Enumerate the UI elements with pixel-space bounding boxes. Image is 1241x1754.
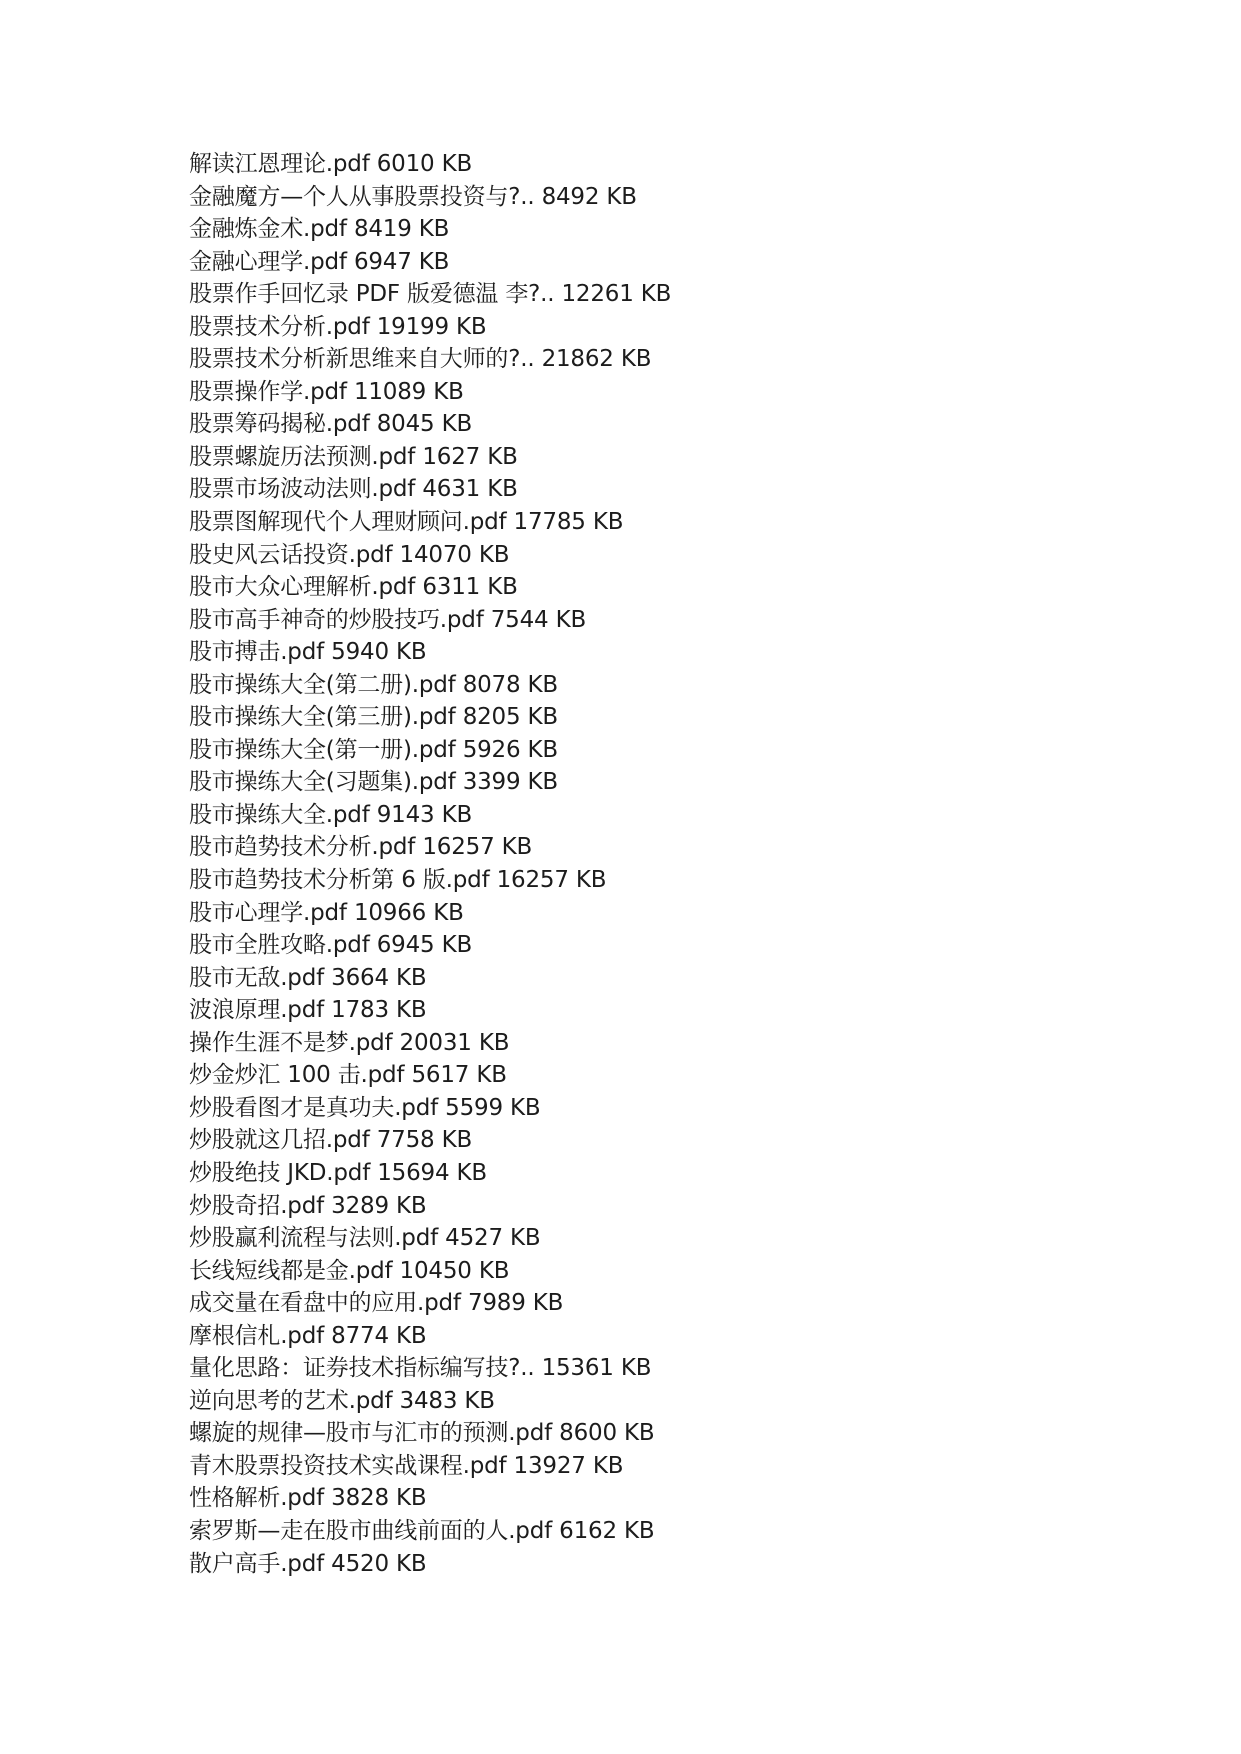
file-list-item xyxy=(189,343,671,376)
file-name: 波浪原理.pdf xyxy=(189,997,325,1024)
file-size: 7758 KB xyxy=(376,1127,473,1154)
file-list-item xyxy=(189,181,671,214)
file-size: 16257 KB xyxy=(422,834,533,861)
file-size: 8419 KB xyxy=(353,216,450,243)
file-name: 股市趋势技术分析.pdf xyxy=(189,834,416,861)
file-size: 1627 KB xyxy=(422,443,518,470)
file-list-item xyxy=(189,831,671,864)
file-size: 10966 KB xyxy=(353,899,464,926)
file-list-item xyxy=(189,148,671,181)
file-name: 股市高手神奇的炒股技巧.pdf xyxy=(189,606,484,633)
file-size: 5599 KB xyxy=(445,1094,541,1121)
file-size: 3289 KB xyxy=(331,1192,427,1219)
file-name: 股市搏击.pdf xyxy=(189,639,325,666)
file-list-item xyxy=(189,1255,671,1288)
file-list-item xyxy=(189,1482,671,1515)
file-name: 股市无敌.pdf xyxy=(189,964,325,991)
file-size: 20031 KB xyxy=(399,1029,510,1056)
file-list-item xyxy=(189,669,671,702)
file-size: 8045 KB xyxy=(376,411,473,438)
file-size: 5617 KB xyxy=(411,1062,507,1089)
file-name: 股市操练大全(习题集).pdf xyxy=(189,769,456,796)
file-name: 性格解析.pdf xyxy=(189,1485,325,1512)
file-size: 21862 KB xyxy=(541,346,652,373)
file-list-item xyxy=(189,1092,671,1125)
file-size: 1783 KB xyxy=(331,997,427,1024)
file-list-item xyxy=(189,864,671,897)
file-list-item xyxy=(189,994,671,1027)
file-list-item xyxy=(189,701,671,734)
file-size: 8078 KB xyxy=(462,671,558,698)
file-size: 5940 KB xyxy=(331,639,427,666)
file-list-item xyxy=(189,1515,671,1548)
file-size: 3664 KB xyxy=(331,964,427,991)
file-name: 量化思路：证券技术指标编写技?.. xyxy=(189,1355,535,1382)
file-name: 股票图解现代个人理财顾问.pdf xyxy=(189,509,507,536)
file-name: 股市操练大全.pdf xyxy=(189,801,370,828)
file-name: 螺旋的规律—股市与汇市的预测.pdf xyxy=(189,1420,553,1447)
file-list-item xyxy=(189,636,671,669)
file-size: 17785 KB xyxy=(513,509,624,536)
file-name: 炒股看图才是真功夫.pdf xyxy=(189,1094,439,1121)
file-list-item xyxy=(189,278,671,311)
file-list-item xyxy=(189,311,671,344)
file-list-item xyxy=(189,1157,671,1190)
file-name: 股市心理学.pdf xyxy=(189,899,347,926)
file-list-item xyxy=(189,1222,671,1255)
file-size: 4631 KB xyxy=(422,476,518,503)
file-list-item xyxy=(189,539,671,572)
file-name: 炒股绝技 JKD.pdf xyxy=(189,1159,371,1186)
file-size: 14070 KB xyxy=(399,541,510,568)
file-name: 逆向思考的艺术.pdf xyxy=(189,1387,393,1414)
file-name: 解读江恩理论.pdf xyxy=(189,151,370,177)
file-size: 15361 KB xyxy=(541,1355,652,1382)
file-list-item xyxy=(189,1320,671,1353)
file-size: 15694 KB xyxy=(377,1159,487,1186)
file-name: 股市大众心理解析.pdf xyxy=(189,574,416,601)
file-name: 金融心理学.pdf xyxy=(189,248,347,275)
file-name: 炒金炒汇 100 击.pdf xyxy=(189,1062,405,1089)
file-list-item xyxy=(189,213,671,246)
file-list-item xyxy=(189,1027,671,1060)
file-name: 成交量在看盘中的应用.pdf xyxy=(189,1290,461,1317)
file-list-item xyxy=(189,766,671,799)
file-list-item xyxy=(189,506,671,539)
file-name: 金融炼金术.pdf xyxy=(189,216,347,243)
file-name: 股市操练大全(第二册).pdf xyxy=(189,671,456,698)
file-size: 5926 KB xyxy=(462,736,558,763)
file-list-item xyxy=(189,441,671,474)
file-name: 股史风云话投资.pdf xyxy=(189,541,393,568)
file-list-item xyxy=(189,1548,671,1581)
file-list-item xyxy=(189,1287,671,1320)
file-size: 8492 KB xyxy=(541,183,637,210)
file-name: 股票螺旋历法预测.pdf xyxy=(189,443,416,470)
file-size: 6945 KB xyxy=(376,932,473,959)
file-name: 股市趋势技术分析第 6 版.pdf xyxy=(189,867,490,894)
file-list-item xyxy=(189,376,671,409)
file-size: 3483 KB xyxy=(399,1387,495,1414)
file-list-item xyxy=(189,962,671,995)
file-name: 摩根信札.pdf xyxy=(189,1322,325,1349)
file-size: 8600 KB xyxy=(559,1420,655,1447)
file-name: 股票操作学.pdf xyxy=(189,378,347,405)
file-size: 7544 KB xyxy=(490,606,587,633)
file-size: 10450 KB xyxy=(399,1257,510,1284)
file-name: 散户高手.pdf xyxy=(189,1550,325,1577)
file-size: 16257 KB xyxy=(496,867,607,894)
file-name: 股票技术分析新思维来自大师的?.. xyxy=(189,346,535,373)
file-name: 索罗斯—走在股市曲线前面的人.pdf xyxy=(189,1517,553,1544)
file-size: 6947 KB xyxy=(353,248,450,275)
file-list-item xyxy=(189,604,671,637)
file-name: 炒股就这几招.pdf xyxy=(189,1127,370,1154)
file-size: 7989 KB xyxy=(467,1290,564,1317)
file-name: 炒股赢利流程与法则.pdf xyxy=(189,1225,439,1252)
file-list-item xyxy=(189,734,671,767)
file-list-item xyxy=(189,799,671,832)
file-name: 股市操练大全(第一册).pdf xyxy=(189,736,456,763)
file-name: 股票市场波动法则.pdf xyxy=(189,476,416,503)
file-name: 股市全胜攻略.pdf xyxy=(189,932,370,959)
file-size: 3399 KB xyxy=(462,769,558,796)
file-name: 炒股奇招.pdf xyxy=(189,1192,325,1219)
file-list-item xyxy=(189,408,671,441)
file-size: 3828 KB xyxy=(331,1485,427,1512)
file-size: 4527 KB xyxy=(445,1225,541,1252)
file-list-item xyxy=(189,897,671,930)
file-size: 19199 KB xyxy=(376,313,487,340)
file-list-item xyxy=(189,473,671,506)
file-size: 13927 KB xyxy=(513,1452,624,1479)
file-list-item xyxy=(189,1450,671,1483)
file-list-item xyxy=(189,1417,671,1450)
file-size: 9143 KB xyxy=(376,801,473,828)
file-list-item xyxy=(189,246,671,279)
file-name: 股票技术分析.pdf xyxy=(189,313,370,340)
file-list-item xyxy=(189,1059,671,1092)
file-size: 4520 KB xyxy=(331,1550,427,1577)
file-list-item xyxy=(189,929,671,962)
file-list-item xyxy=(189,1190,671,1223)
file-size: 11089 KB xyxy=(353,378,464,405)
file-list-item xyxy=(189,1352,671,1385)
file-list-item xyxy=(189,1385,671,1418)
file-name: 股票作手回忆录 PDF 版爱德温 李?.. xyxy=(189,281,555,308)
file-list-item xyxy=(189,571,671,604)
file-name: 股票筹码揭秘.pdf xyxy=(189,411,370,438)
file-name: 长线短线都是金.pdf xyxy=(189,1257,393,1284)
file-size: 6311 KB xyxy=(422,574,518,601)
file-name: 青木股票投资技术实战课程.pdf xyxy=(189,1452,507,1479)
file-size: 6010 KB xyxy=(376,151,473,177)
file-name: 操作生涯不是梦.pdf xyxy=(189,1029,393,1056)
file-list-item xyxy=(189,1124,671,1157)
file-size: 8774 KB xyxy=(331,1322,427,1349)
file-name: 股市操练大全(第三册).pdf xyxy=(189,704,456,731)
file-name: 金融魔方—个人从事股票投资与?.. xyxy=(189,183,535,210)
file-size: 12261 KB xyxy=(561,281,672,308)
file-size: 6162 KB xyxy=(559,1517,655,1544)
file-size: 8205 KB xyxy=(462,704,558,731)
file-list xyxy=(189,148,671,1580)
